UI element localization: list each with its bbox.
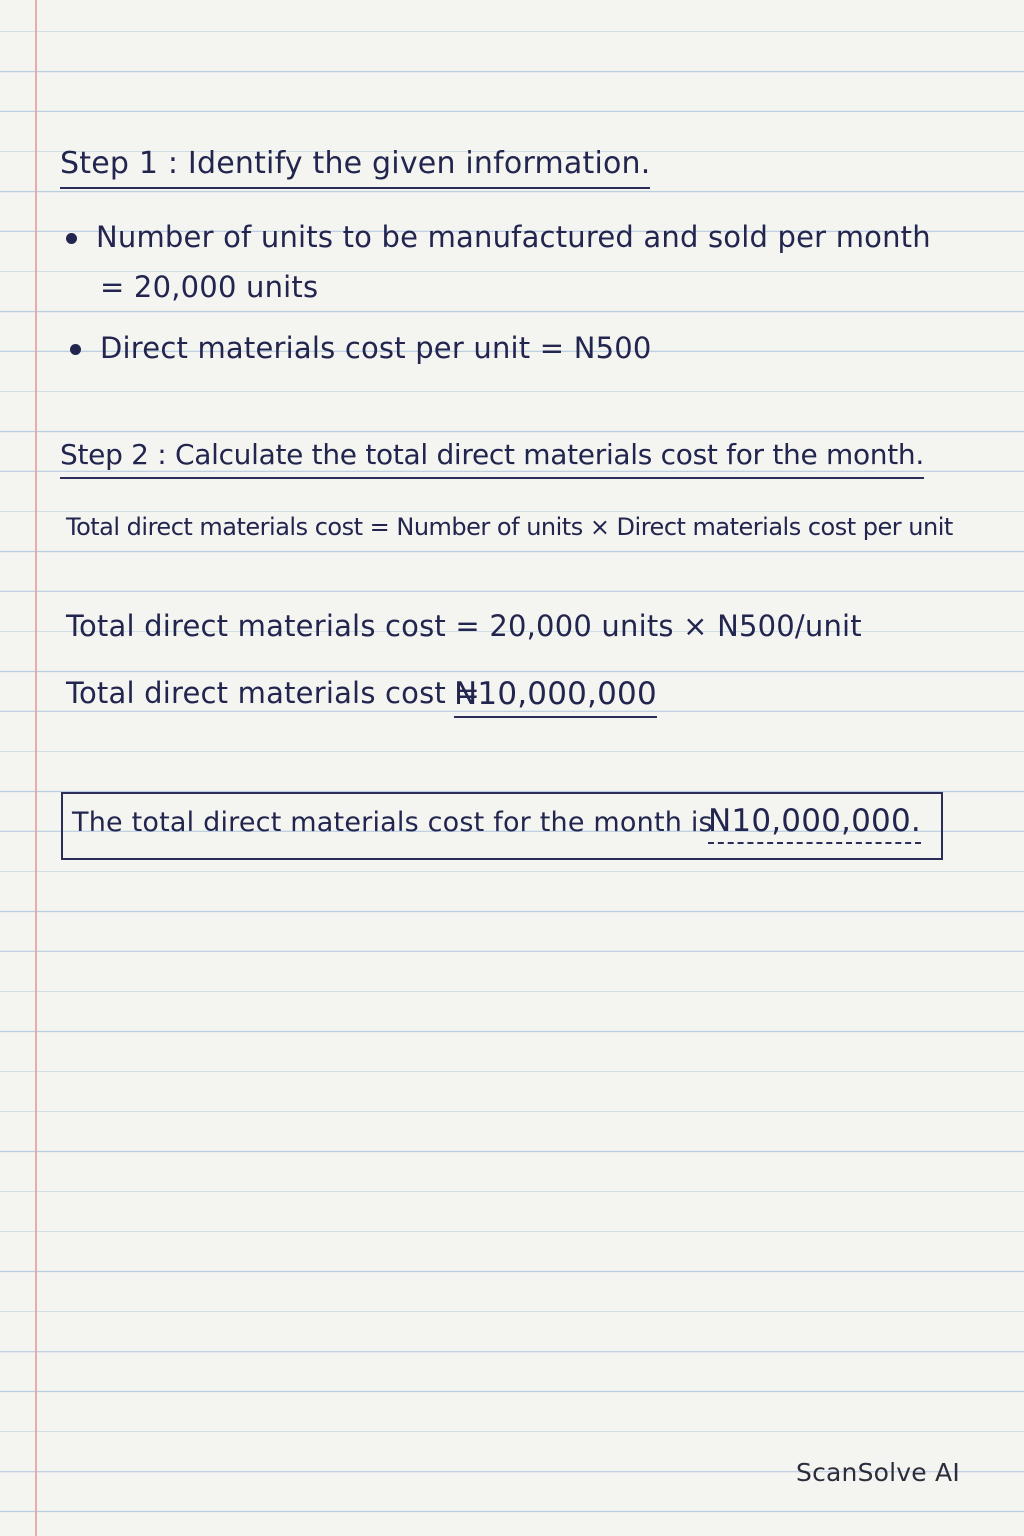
- bullet-dot: [66, 233, 77, 244]
- step2-formula: Total direct materials cost = Number of units × Direct materials cost per unit: [66, 513, 953, 541]
- step1-heading: Step 1 : Identify the given information.: [60, 146, 650, 189]
- scansolve-watermark: ScanSolve AI: [796, 1458, 960, 1487]
- conclusion-value: N10,000,000.: [708, 803, 921, 844]
- step2-heading: Step 2 : Calculate the total direct materials cost for the month.: [60, 438, 924, 479]
- conclusion-text: The total direct materials cost for the month is: [72, 807, 713, 838]
- margin-line: [35, 0, 37, 1536]
- step1-bullet2: Direct materials cost per unit = N500: [100, 331, 652, 365]
- step1-bullet1-line2: = 20,000 units: [100, 270, 319, 304]
- step2-result-label: Total direct materials cost =: [66, 676, 480, 710]
- step2-substitution: Total direct materials cost = 20,000 units × N500/unit: [66, 609, 862, 643]
- step1-bullet1-line1: Number of units to be manufactured and sold per month: [96, 220, 931, 254]
- bullet-dot: [70, 344, 81, 355]
- step2-result-value: N10,000,000: [454, 676, 657, 718]
